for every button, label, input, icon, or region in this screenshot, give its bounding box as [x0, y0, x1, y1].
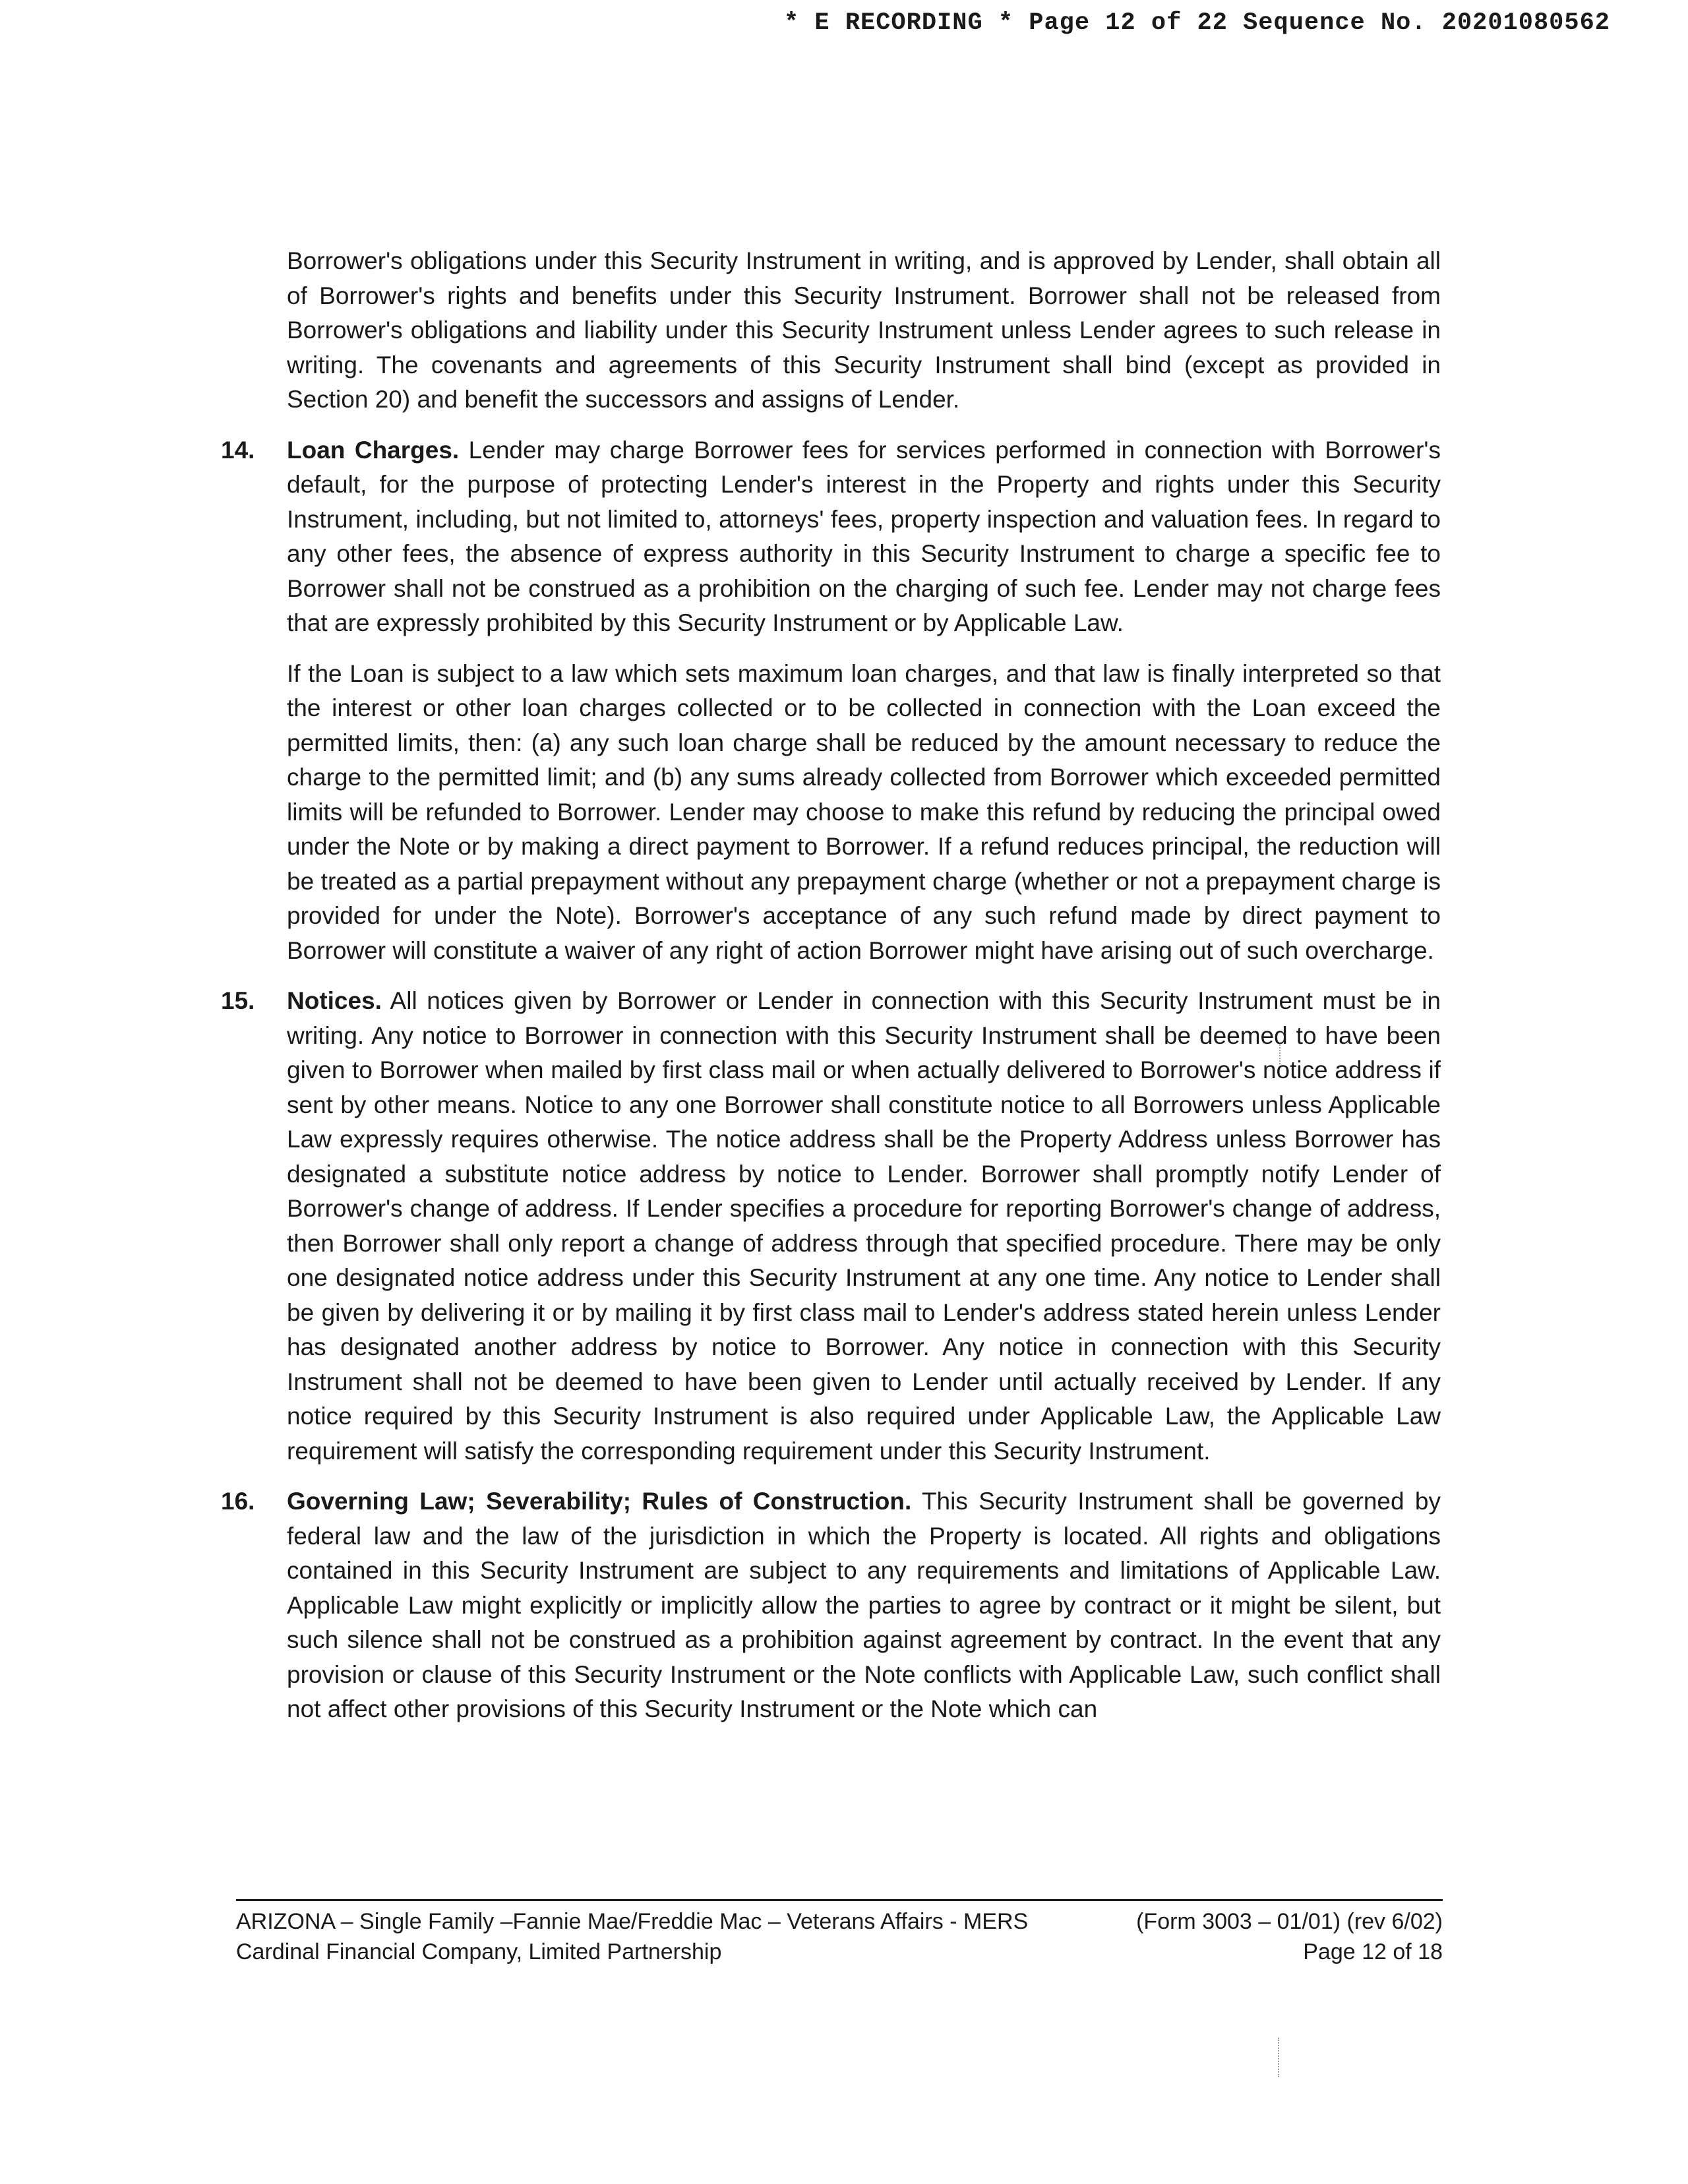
- footer-company: Cardinal Financial Company, Limited Partnership: [236, 1939, 722, 1964]
- section-14-text: Lender may charge Borrower fees for services performed in connection with Borrower's default, for the purpose of protecting Lender's interest in the Property and rights under this Security Instrument, including, but not limited to, attorneys' fees, property inspection and valuation fees. In regard to any other fees, the absence of express authority in this Security Instrument to charge a specific fee to Borrower shall not be construed as a prohibition on the charging of such fee. Lender may not charge fees that are expressly prohibited by this Security Instrument or by Applicable Law.: [287, 436, 1441, 636]
- footer-form-number: (Form 3003 – 01/01) (rev 6/02): [1136, 1909, 1443, 1934]
- section-14-continuation: [221, 657, 1441, 969]
- page-footer: [236, 1899, 1443, 1967]
- section-14-number: 14.: [221, 436, 255, 464]
- scan-artifact-dots-lower: [1278, 2038, 1281, 2077]
- footer-form-description: ARIZONA – Single Family –Fannie Mae/Freddie Mac – Veterans Affairs - MERS: [236, 1909, 1029, 1934]
- footer-row-1: [236, 1906, 1443, 1937]
- section-14-heading: Loan Charges.: [287, 436, 460, 464]
- recording-header: * E RECORDING * Page 12 of 22 Sequence No. 20201080562: [784, 9, 1610, 37]
- section-15-number: 15.: [221, 987, 255, 1014]
- section-15-text: All notices given by Borrower or Lender in connection with this Security Instrument must be in writing. Any notice to Borrower in connection with this Security Instrument shall be deemed to have been given to Borrower when mailed by first class mail or when actually delivered to Borrower's notice address if sent by other means. Notice to any one Borrower shall constitute notice to all Borrowers unless Applicable Law expressly requires otherwise. The notice address shall be the Property Address unless Borrower has designated a substitute notice address by notice to Lender. Borrower shall promptly notify Lender of Borrower's change of address. If Lender specifies a procedure for reporting Borrower's change of address, then Borrower shall only report a change of address through that specified procedure. There may be only one designated notice address under this Security Instrument at any one time. Any notice to Lender shall be given by delivering it or by mailing it by first class mail to Lender's address stated herein unless Lender has designated another address by notice to Borrower. Any notice in connection with this Security Instrument shall not be deemed to have been given to Lender until actually received by Lender. If any notice required by this Security Instrument is also required under Applicable Law, the Applicable Law requirement will satisfy the corresponding requirement under this Security Instrument.: [287, 987, 1441, 1465]
- footer-row-2: [236, 1937, 1443, 1967]
- section-16-heading: Governing Law; Severability; Rules of Construction.: [287, 1488, 912, 1515]
- intro-paragraph: [221, 244, 1441, 417]
- section-16-number: 16.: [221, 1488, 255, 1515]
- section-15-heading: Notices.: [287, 987, 382, 1014]
- section-14: [221, 433, 1441, 641]
- section-16-text: This Security Instrument shall be governed by federal law and the law of the jurisdiction in which the Property is located. All rights and obligations contained in this Security Instrument are subject to any requirements and limitations of Applicable Law. Applicable Law might explicitly or implicitly allow the parties to agree by contract or it might be silent, but such silence shall not be construed as a prohibition against agreement by contract. In the event that any provision or clause of this Security Instrument or the Note conflicts with Applicable Law, such conflict shall not affect other provisions of this Security Instrument or the Note which can: [287, 1488, 1441, 1722]
- intro-text: Borrower's obligations under this Security Instrument in writing, and is approved by Lender, shall obtain all of Borrower's rights and benefits under this Security Instrument. Borrower shall not be released from Borrower's obligations and liability under this Security Instrument unless Lender agrees to such release in writing. The covenants and agreements of this Security Instrument shall bind (except as provided in Section 20) and benefit the successors and assigns of Lender.: [287, 247, 1441, 413]
- scan-artifact-dots: [1279, 1042, 1282, 1064]
- document-body: [221, 244, 1441, 1743]
- footer-page-number: Page 12 of 18: [1303, 1939, 1443, 1964]
- section-16: [221, 1484, 1441, 1727]
- section-14-continuation-text: If the Loan is subject to a law which sets maximum loan charges, and that law is finally interpreted so that the interest or other loan charges collected or to be collected in connection with the Loan exceed the permitted limits, then: (a) any such loan charge shall be reduced by the amount necessary to reduce the charge to the permitted limit; and (b) any sums already collected from Borrower which exceeded permitted limits will be refunded to Borrower. Lender may choose to make this refund by reducing the principal owed under the Note or by making a direct payment to Borrower. If a refund reduces principal, the reduction will be treated as a partial prepayment without any prepayment charge (whether or not a prepayment charge is provided for under the Note). Borrower's acceptance of any such refund made by direct payment to Borrower will constitute a waiver of any right of action Borrower might have arising out of such overcharge.: [287, 659, 1441, 964]
- section-15: [221, 984, 1441, 1469]
